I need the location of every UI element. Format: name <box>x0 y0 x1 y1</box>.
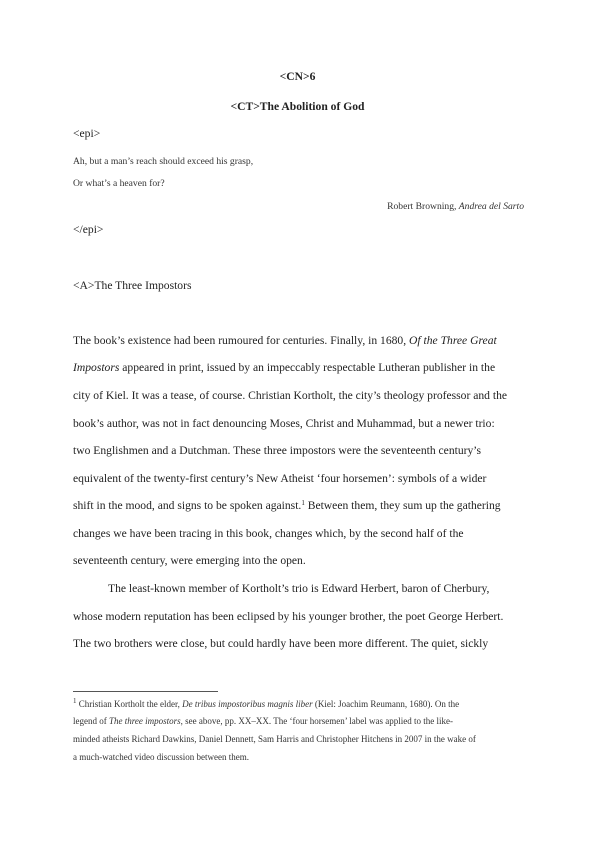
footnote-separator <box>73 691 218 692</box>
text-run: (Kiel: Joachim Reumann, 1680). On the <box>312 699 460 709</box>
book-title: Impostors <box>73 361 120 374</box>
footnote-reference[interactable]: 1 <box>301 499 305 507</box>
footnote-line <box>73 699 459 709</box>
text-run: shift in the mood, and signs to be spoken against. <box>73 499 302 512</box>
epigraph-open-tag: <epi> <box>73 127 101 140</box>
text-run: The book’s existence had been rumoured for centuries. Finally, in 1680, <box>73 334 410 347</box>
chapter-title-marker: <CT>The Abolition of God <box>230 100 365 113</box>
paragraph-line: equivalent of the twenty-first century’s New Atheist ‘four horsemen’: symbols of a wider <box>73 472 487 485</box>
paragraph-line: The least-known member of Kortholt’s trio is Edward Herbert, baron of Cherbury, <box>108 582 490 595</box>
footnote-line: minded atheists Richard Dawkins, Daniel Dennett, Sam Harris and Christopher Hitchens in 2007 in the wake of <box>73 734 476 744</box>
paragraph-line <box>73 499 501 512</box>
paragraph-line: changes we have been tracing in this book, changes which, by the second half of the <box>73 527 464 540</box>
text-run: , see above, pp. XX–XX. The ‘four horsemen’ label was applied to the like- <box>180 716 454 726</box>
book-title: De tribus impostoribus magnis liber <box>182 699 313 709</box>
paragraph-line <box>73 361 495 374</box>
paragraph-line: two Englishmen and a Dutchman. These three impostors were the seventeenth century’s <box>73 444 482 457</box>
book-title: Of the Three Great <box>409 334 497 347</box>
paragraph-line: The two brothers were close, but could hardly have been more different. The quiet, sickly <box>73 637 489 650</box>
footnote-line <box>73 716 453 726</box>
epigraph-close-tag: </epi> <box>73 223 104 236</box>
section-heading: <A>The Three Impostors <box>73 279 192 292</box>
text-run: legend of <box>73 716 109 726</box>
paragraph-line <box>73 334 497 347</box>
footnote-line: a much-watched video discussion between them. <box>73 752 249 762</box>
paragraph-line: book’s author, was not in fact denouncing Moses, Christ and Muhammad, but a newer trio: <box>73 417 495 430</box>
chapter-number-marker: <CN>6 <box>279 70 316 83</box>
text-run: appeared in print, issued by an impeccably respectable Lutheran publisher in the <box>119 361 496 374</box>
book-title: The three impostors <box>109 716 181 726</box>
epigraph-line-2: Or what’s a heaven for? <box>73 178 165 189</box>
epigraph-author: Robert Browning, <box>387 201 459 212</box>
paragraph-line: city of Kiel. It was a tease, of course. Christian Kortholt, the city’s theology professor and the <box>73 389 508 402</box>
epigraph-attribution <box>387 201 524 212</box>
text-run: Between them, they sum up the gathering <box>304 499 501 512</box>
epigraph-line-1: Ah, but a man’s reach should exceed his grasp, <box>73 156 254 167</box>
epigraph-work-title: Andrea del Sarto <box>458 201 524 212</box>
paragraph-line: seventeenth century, were emerging into the open. <box>73 554 306 567</box>
text-run: Christian Kortholt the elder, <box>76 699 183 709</box>
paragraph-line: whose modern reputation has been eclipsed by his younger brother, the poet George Herbert. <box>73 610 504 623</box>
footnote-number: 1 <box>73 697 77 705</box>
